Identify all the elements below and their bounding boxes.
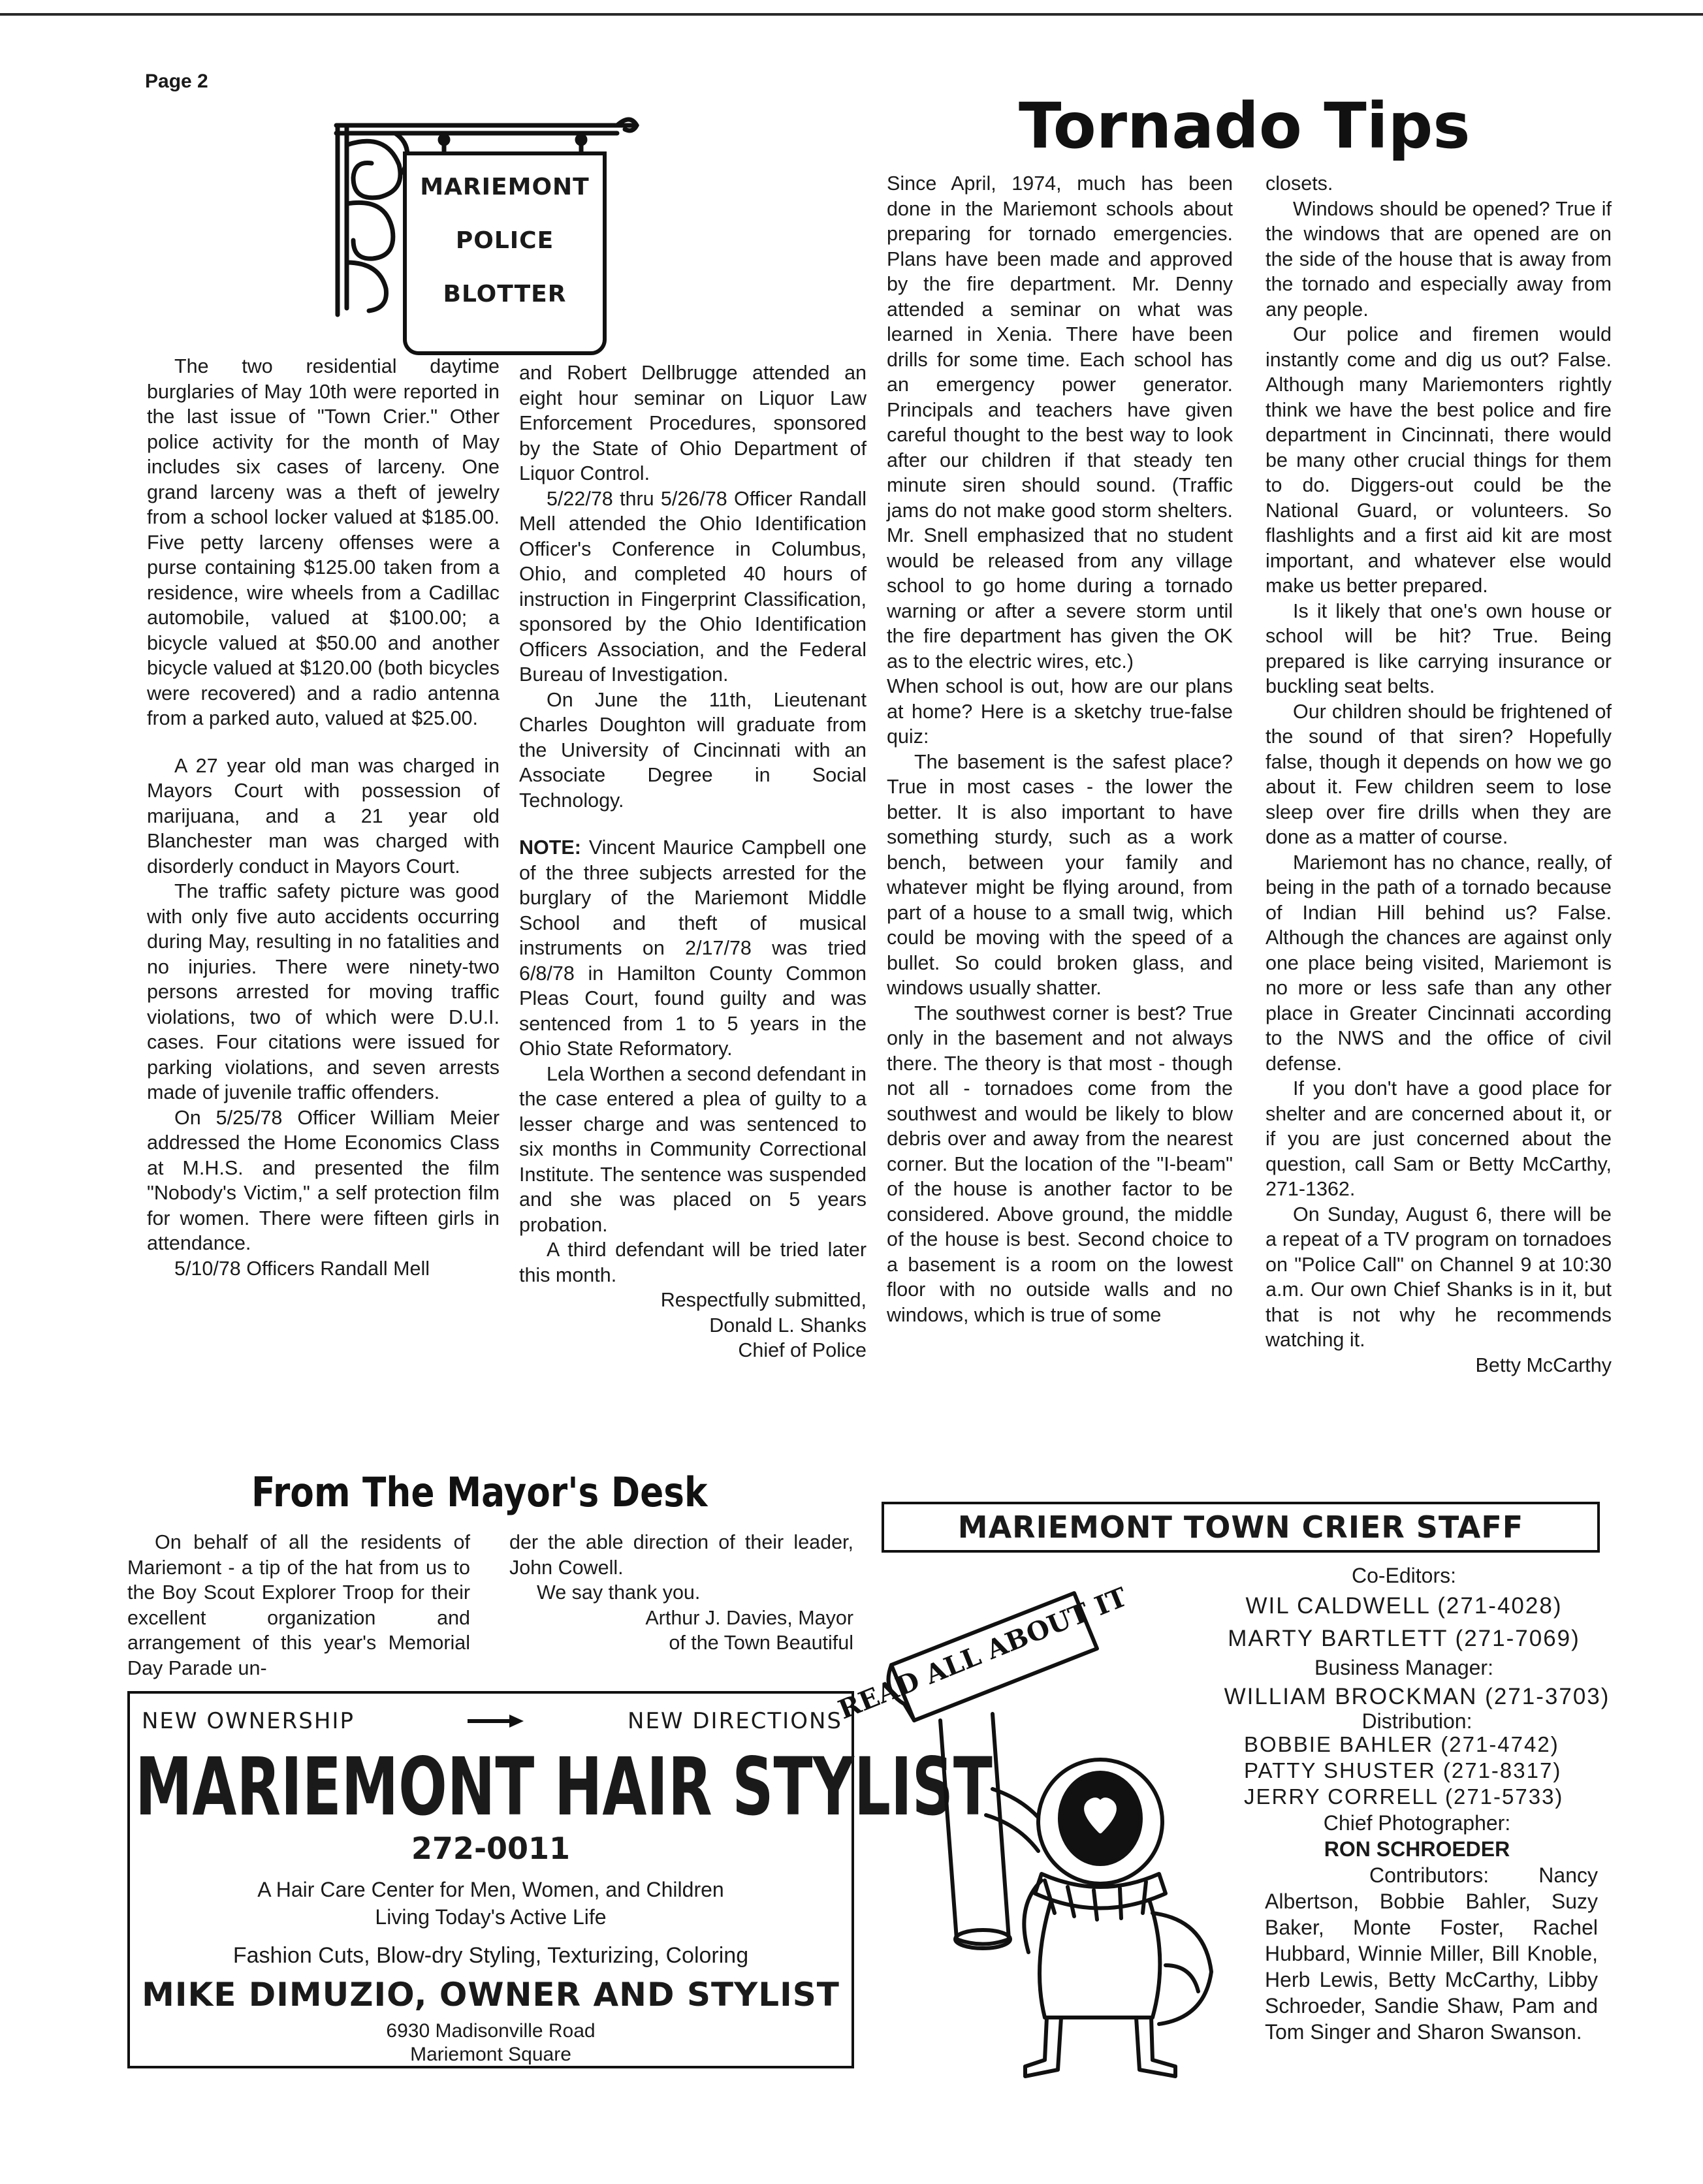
mayor-thanks: We say thank you. [537, 1581, 701, 1604]
blotter-paragraph: and Robert Dellbrugge attended an eight hour seminar on Liquor Law Enforcement Procedures, sponsored by the State of Ohio Department of Liquor Control. [519, 362, 867, 484]
tornado-paragraph: When school is out, how are our plans at home? Here is a sketchy true-false quiz: [887, 675, 1233, 748]
mayor-title [251, 1468, 782, 1517]
tornado-paragraph: closets. [1265, 172, 1333, 195]
mayor-signature-1: Arthur J. Davies, Mayor [645, 1606, 853, 1629]
blotter-paragraph: On June the 11th, Lieutenant Charles Doughton will graduate from the University of Cincinnati with an Associate Degree in Social Technology. [519, 688, 867, 812]
staff-coeditor-2: MARTY BARTLETT (271-7069) [1228, 1626, 1580, 1651]
mayor-column-1 [127, 1530, 470, 1681]
mayor-paragraph: der the able direction of their leader, John Cowell. [509, 1531, 853, 1579]
top-rule [0, 13, 1703, 16]
arrow-right-icon [466, 1713, 525, 1729]
staff-contributors-list: Nancy Albertson, Bobbie Bahler, Suzy Baker, Monte Foster, Rachel Hubbard, Winnie Miller, Bill Knoble, Herb Lewis, Betty McCarthy, Libby Schroeder, Sandie Shaw, Pam and Tom Singer and Sharon Swanson. [1265, 1863, 1598, 2044]
tornado-paragraph: Windows should be opened? True if the windows that are opened are on the side of the house that is away from the tornado and especially away from any people. [1265, 197, 1612, 321]
blotter-paragraph: Lela Worthen a second defendant in the case entered a plea of guilty to a lesser charge and was sentenced to six months in Community Correctional Institute. The sentence was suspended and she was placed on 5 years probation. [519, 1062, 867, 1236]
sign-board [403, 151, 607, 355]
mayor-column-2 [509, 1530, 853, 1656]
ad-services: Fashion Cuts, Blow-dry Styling, Texturizing, Coloring [232, 1943, 749, 1968]
ad-phone: 272-0011 [411, 1831, 571, 1866]
tornado-paragraph: On Sunday, August 6, there will be a repeat of a TV program on tornadoes on "Police Call" on Channel 9 at 10:30 a.m. Our own Chief Shanks is in it, but that is not why he recommends watching it. [1265, 1203, 1612, 1351]
ad-new-directions: NEW DIRECTIONS [628, 1708, 842, 1734]
blotter-paragraph: On 5/25/78 Officer William Meier addressed the Home Economics Class at M.H.S. and presented the film "Nobody's Victim," a self protection film for women. There were fifteen girls in attendance. [147, 1106, 500, 1254]
blotter-paragraph: The traffic safety picture was good with only five auto accidents occurring during May, resulting in no fatalities and no injuries. There were ninety-two persons arrested for moving traffic violations, two of which were D.U.I. cases. Four citations were issued for parking violations, and seven arrests made of juvenile traffic offenders. [147, 880, 500, 1103]
staff-coeditor-1: WIL CALDWELL (271-4028) [1245, 1593, 1563, 1619]
blotter-note [519, 835, 867, 1062]
ad-name-wrap [135, 1741, 993, 1833]
tornado-paragraph: Our police and firemen would instantly come and dig us out? False. Although many Mariemonters rightly think we have the best police and fire department in Cincinnati, there would be many other crucial things for them to do. Diggers-out could be the National Guard, or volunteers. So flashlights and a first aid kit are most important, and whatever else would make us better prepared. [1265, 323, 1612, 597]
tornado-title: Tornado Tips [1019, 89, 1471, 163]
sign-line-1: MARIEMONT [420, 174, 590, 200]
blotter-paragraph: 5/22/78 thru 5/26/78 Officer Randall Mell attended the Ohio Identification Officer's Conference in Columbus, Ohio, and completed 40 hours of instruction in Fingerprint Classification, sponsored by the Ohio Identification Officers Association, and the Federal Bureau of Investigation. [519, 487, 867, 686]
note-label: NOTE: [519, 836, 581, 859]
page-number: Page 2 [145, 71, 208, 92]
staff-business-manager: WILLIAM BROCKMAN (271-3703) [1224, 1684, 1610, 1709]
blotter-column-2 [519, 360, 867, 1363]
tornado-paragraph: If you don't have a good place for shelter and are concerned about it, or if you are just concerned about the question, call Sam or Betty McCarthy, 271-1362. [1265, 1077, 1612, 1200]
staff-distribution-label: Distribution: [1361, 1709, 1472, 1733]
tornado-paragraph: Our children should be frightened of the sound of that siren? Hopefully false, though it depends on how we go about it. Few children seem to lose sleep over fire drills when they are done as a matter of course. [1265, 700, 1612, 848]
blotter-signature-3: Chief of Police [738, 1339, 867, 1361]
blotter-paragraph: A third defendant will be tried later this month. [519, 1239, 867, 1286]
sign-line-2: POLICE [455, 227, 554, 254]
tornado-byline: Betty McCarthy [1475, 1353, 1612, 1376]
hair-stylist-ad [127, 1691, 993, 2068]
tornado-column-2 [1265, 171, 1612, 1378]
sign-line-3: BLOTTER [443, 281, 567, 308]
ad-tagline-2: Living Today's Active Life [375, 1905, 607, 1929]
police-blotter-sign [330, 106, 656, 357]
staff-photo-label: Chief Photographer: [1323, 1811, 1511, 1835]
staff-contributors-label: Contributors: [1369, 1863, 1489, 1887]
staff-distribution-2: PATTY SHUSTER (271-8317) [1244, 1758, 1562, 1782]
staff-distribution-3: JERRY CORRELL (271-5733) [1244, 1784, 1564, 1809]
mayor-signature-2: of the Town Beautiful [669, 1632, 853, 1654]
illustration-caption: READ ALL ABOUT IT [834, 1581, 1132, 1726]
staff-business-label: Business Manager: [1314, 1656, 1493, 1679]
staff-title: MARIEMONT TOWN CRIER STAFF [882, 1502, 1600, 1553]
mayor-paragraph: On behalf of all the residents of Mariemont - a tip of the hat from us to the Boy Scout Explorer Troop for their excellent organization and arrangement of this year's Memorial Day Parade un- [127, 1531, 470, 1679]
tornado-paragraph: Is it likely that one's own house or school will be hit? True. Being prepared is like carrying insurance or buckling seat belts. [1265, 599, 1612, 697]
staff-contributors-text [1265, 1862, 1598, 2045]
blotter-signature-1: Respectfully submitted, [660, 1289, 867, 1311]
blotter-paragraph: A 27 year old man was charged in Mayors Court with possession of marijuana, and a 21 year old Blanchester man was charged with disorderly conduct in Mayors Court. [147, 754, 500, 878]
staff-photographer: RON SCHROEDER [1324, 1837, 1510, 1861]
tornado-column-1 [887, 171, 1233, 1327]
ad-business-name: MARIEMONT HAIR STYLIST [135, 1741, 993, 1833]
staff-contributors [1265, 1862, 1598, 2045]
note-text: Vincent Maurice Campbell one of the three subjects arrested for the burglary of the Mariemont Middle School and theft of musical instruments on 2/17/78 was tried 6/8/78 in Hamilton County Common Pleas Court, found guilty and was sentenced from 1 to 5 years in the Ohio State Reformatory. [519, 836, 867, 1060]
mayor-title-text: From The Mayor's Desk [251, 1468, 708, 1516]
blotter-column-1 [147, 354, 500, 1281]
ad-address-1: 6930 Madisonville Road [386, 2020, 596, 2042]
ad-new-ownership: NEW OWNERSHIP [142, 1708, 355, 1734]
tornado-paragraph: Since April, 1974, much has been done in the Mariemont schools about preparing for tornado emergencies. Plans have been made and approved by the fire department. Mr. Denny attended a seminar on what was learned in Xenia. There have been drills for some time. Each school has an emergency power generator. Principals and teachers have given careful thought to the best way to look after our children if that steady ten minute siren should sound. (Traffic jams do not make good storm shelters. Mr. Snell emphasized that no student would be released from any village school to go home during a tornado warning or after a severe storm until the fire department has given the OK as to the electric wires, etc.) [887, 172, 1233, 673]
ad-tagline-1: A Hair Care Center for Men, Women, and Children [257, 1878, 724, 1901]
tornado-paragraph: The southwest corner is best? True only in the basement and not always there. The theory is that most - though not all - tornadoes come from the southwest and would be likely to blow debris over and away from the nearest corner. But the location of the "I-beam" of the house is another factor to be considered. Above ground, the middle of the house is best. Second choice to a basement is a room on the lowest floor with no outside walls and no windows, which is true of some [887, 1002, 1233, 1326]
staff-coeditors-label: Co-Editors: [1351, 1564, 1457, 1587]
blotter-paragraph: The two residential daytime burglaries of May 10th were reported in the last issue of "Town Crier." Other police activity for the month of May includes six cases of larceny. One grand larceny was a theft of jewelry from a school locker valued at $185.00. Five petty larceny offenses were a purse containing $125.00 taken from a residence, wire wheels from a Cadillac automobile, valued at $100.00; a bicycle valued at $50.00 and another bicycle valued at $120.00 (both bicycles were recovered) and a radio antenna from a parked auto, valued at $25.00. [147, 355, 500, 729]
tornado-paragraph: Mariemont has no chance, really, of being in the path of a tornado because of Indian Hill behind us? False. Although the chances are against only one place being visited, Mariemont is no more or less safe than any other place in Greater Cincinnati according to the NWS and the office of civil defense. [1265, 851, 1612, 1075]
ad-owner: MIKE DIMUZIO, OWNER AND STYLIST [142, 1976, 840, 2014]
staff-distribution-1: BOBBIE BAHLER (271-4742) [1244, 1732, 1559, 1756]
tornado-paragraph: The basement is the safest place? True in most cases - the lower the better. It is also important to have something sturdy, such as a work bench, between your family and whatever might be flying around, from part of a house to a small twig, which could be moving with the speed of a bullet. So could broken glass, and windows usually shatter. [887, 750, 1233, 999]
blotter-paragraph: 5/10/78 Officers Randall Mell [174, 1257, 430, 1280]
ad-address-2: Mariemont Square [410, 2044, 571, 2065]
blotter-signature-2: Donald L. Shanks [709, 1314, 867, 1337]
